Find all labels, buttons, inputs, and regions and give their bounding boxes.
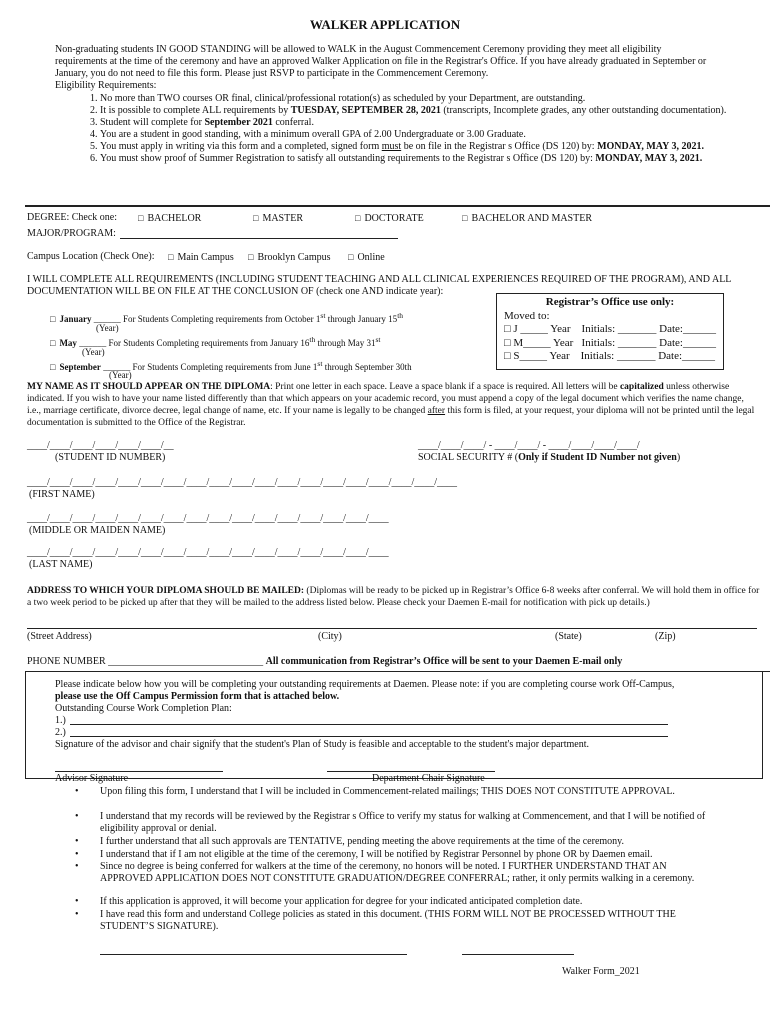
plan-item-2-field[interactable]	[70, 736, 668, 737]
student-signature-field[interactable]	[100, 954, 407, 955]
bullet-icon: •	[75, 896, 79, 907]
registrar-row-j: □ J _____ Year Initials: _______ Date:______	[504, 323, 716, 335]
checkbox-icon: □	[355, 213, 361, 223]
term-january[interactable]: □ January ______ For Students Completing requirements from October 1st through January 15th	[50, 311, 404, 324]
section-divider	[25, 205, 770, 207]
bullet-icon: •	[75, 786, 79, 797]
signature-date-field[interactable]	[462, 954, 574, 955]
plan-frame-right	[762, 671, 763, 778]
requirements-list	[55, 93, 770, 165]
section-divider	[25, 671, 770, 672]
checkbox-icon: □	[168, 252, 174, 262]
advisor-signature-label: Advisor Signature	[55, 773, 129, 784]
degree-option-master[interactable]: □ MASTER	[253, 213, 303, 224]
completion-statement: I WILL COMPLETE ALL REQUIREMENTS (INCLUDING STUDENT TEACHING AND ALL CLINICAL EXPERIENCES REQUIRED OF THE PROGRAM), AND ALL DOCUMENTATION WILL BE ON FILE AT THE CONCLUSION OF (check one AND indicate year):	[27, 274, 732, 297]
plan-heading: Outstanding Course Work Completion Plan:	[55, 703, 232, 714]
state-label: (State)	[555, 631, 582, 642]
student-id-label: (STUDENT ID NUMBER)	[55, 452, 166, 463]
zip-label: (Zip)	[655, 631, 676, 642]
first-name-field[interactable]: ____/____/____/____/____/____/____/____/____/____/____/____/____/____/____/____/____/____/____	[27, 477, 458, 488]
checkbox-icon: □	[253, 213, 259, 223]
plan-item-1-field[interactable]	[70, 724, 668, 725]
degree-label: DEGREE: Check one:	[27, 212, 117, 223]
requirement-2: 2. It is possible to complete ALL requirements by TUESDAY, SEPTEMBER 28, 2021 (transcripts, Incomplete grades, any other outstanding documentation).	[100, 105, 770, 117]
plan-intro: Please indicate below how you will be completing your outstanding requirements at Daemen. Please note: if you are completing course work Off-Campus, please use the Off Campus Permission form that is attached below.	[55, 679, 675, 702]
address-instructions: ADDRESS TO WHICH YOUR DIPLOMA SHOULD BE MAILED: (Diplomas will be ready to be picked up in Registrar’s Office 6-8 weeks after conferral. We will hold them in office for a two week period to be picked up after that they will be mailed to the address listed below. Please check your Daemen E-mail for notification with pick up details.)	[27, 586, 760, 608]
checkbox-icon: □	[348, 252, 354, 262]
address-line[interactable]	[27, 628, 757, 629]
advisor-signature-field[interactable]	[55, 771, 223, 772]
ssn-label: SOCIAL SECURITY # (Only if Student ID Number not given)	[418, 452, 681, 463]
term-may[interactable]: □ May ______ For Students Completing requirements from January 16th through May 31st	[50, 335, 381, 348]
registrar-row-m: □ M_____ Year Initials: _______ Date:______	[504, 336, 716, 349]
moved-to-label: Moved to:	[504, 309, 550, 322]
plan-frame-left	[25, 671, 26, 778]
degree-option-bachelor[interactable]: □ BACHELOR	[138, 213, 202, 224]
plan-signature-note: Signature of the advisor and chair signify that the student's Plan of Study is feasible and acceptable to the student's major department.	[55, 739, 590, 750]
plan-item-1-label: 1.)	[55, 715, 66, 726]
requirement-5: 5. You must apply in writing via this form and a completed, signed form must be on file in the Registrar s Office (DS 120) by: MONDAY, MAY 3, 2021.	[100, 141, 770, 153]
registrar-row-s: □ S_____ Year Initials: _______ Date:______	[504, 350, 716, 362]
major-field[interactable]	[120, 238, 398, 239]
street-address-label: (Street Address)	[27, 631, 92, 642]
student-id-field[interactable]: ____/____/____/____/____/____/__	[27, 440, 174, 451]
phone-label: PHONE NUMBER	[27, 656, 106, 667]
year-label: (Year)	[96, 323, 119, 333]
checkbox-icon: □	[50, 362, 56, 372]
bullet-icon: •	[75, 909, 79, 920]
registrar-office-box	[496, 293, 724, 370]
chair-signature-field[interactable]	[327, 771, 495, 772]
checkbox-icon: □	[50, 338, 56, 348]
middle-name-label: (MIDDLE OR MAIDEN NAME)	[29, 525, 166, 536]
chair-signature-label: Department Chair Signature	[372, 773, 485, 784]
bullet-icon: •	[75, 861, 79, 872]
checkbox-icon: □	[50, 314, 56, 324]
campus-label: Campus Location (Check One):	[27, 251, 155, 262]
requirement-6: 6. You must show proof of Summer Registration to satisfy all outstanding requirements to the Registrar s Office (DS 120) by: MONDAY, MAY 3, 2021.	[100, 153, 770, 165]
ssn-field[interactable]: ____/____/____/ - ____/____/ - ____/____/____/____/	[418, 440, 640, 451]
degree-option-bachelor-master[interactable]: □ BACHELOR AND MASTER	[462, 213, 593, 224]
checkbox-icon: □	[462, 213, 468, 223]
name-instructions: MY NAME AS IT SHOULD APPEAR ON THE DIPLOMA: Print one letter in each space. Leave a space blank if a space is required. All letters will be capitalized unless otherwise indicated. If you wish to have your name listed differently than that which appears on your academic record, you must append a copy of the legal document which verifies the name change, i.e., marriage certificate, divorce decree, legal change of name, etc. If your name is legally to be changed after this form is filed, at your request, your diploma will not be printed until the legal documentation is submitted to the Office of the Registrar.	[27, 382, 755, 428]
requirement-1: 1. No more than TWO courses OR final, clinical/professional rotation(s) as scheduled by your Department, are outstanding.	[100, 93, 770, 105]
registrar-box-title: Registrar’s Office use only:	[545, 296, 675, 308]
last-name-field[interactable]: ____/____/____/____/____/____/____/____/____/____/____/____/____/____/____/____	[27, 547, 389, 558]
plan-item-2-label: 2.)	[55, 727, 66, 738]
campus-option-main[interactable]: □ Main Campus	[168, 252, 234, 263]
bullet-icon: •	[75, 811, 79, 822]
form-title: WALKER APPLICATION	[309, 17, 461, 32]
campus-option-online[interactable]: □ Online	[348, 252, 385, 263]
requirement-3: 3. Student will complete for September 2021 conferral.	[100, 117, 770, 129]
requirement-4: 4. You are a student in good standing, with a minimum overall GPA of 2.00 Undergraduate or 3.00 Graduate.	[100, 129, 770, 141]
phone-field[interactable]: _______________________________	[108, 656, 264, 667]
campus-option-brooklyn[interactable]: □ Brooklyn Campus	[248, 252, 331, 263]
intro-paragraph: Non-graduating students IN GOOD STANDING will be allowed to WALK in the August Commencement Ceremony providing they meet all eligibility requirements at the time of the ceremony and have an approved Walker Application on file in the Registrar's Office. If you have already graduated in September or January, you do not need to file this form. Please just RSVP to participate in the Commencement Ceremony.	[55, 44, 707, 79]
city-label: (City)	[318, 631, 342, 642]
year-label: (Year)	[82, 347, 105, 357]
degree-option-doctorate[interactable]: □ DOCTORATE	[355, 213, 424, 224]
bullet-icon: •	[75, 836, 79, 847]
phone-note: All communication from Registrar’s Office will be sent to your Daemen E-mail only	[265, 656, 623, 667]
form-footer: Walker Form_2021	[562, 966, 640, 977]
bullet-icon: •	[75, 849, 79, 860]
checkbox-icon: □	[248, 252, 254, 262]
year-label: (Year)	[109, 370, 132, 380]
major-label: MAJOR/PROGRAM:	[27, 228, 116, 239]
term-september[interactable]: □ September ______ For Students Completing requirements from June 1st through September 30th	[50, 359, 412, 372]
eligibility-heading: Eligibility Requirements:	[55, 80, 157, 91]
middle-name-field[interactable]: ____/____/____/____/____/____/____/____/____/____/____/____/____/____/____/____	[27, 513, 389, 524]
checkbox-icon: □	[138, 213, 144, 223]
last-name-label: (LAST NAME)	[29, 559, 93, 570]
phone-row	[27, 656, 622, 668]
first-name-label: (FIRST NAME)	[29, 489, 95, 500]
